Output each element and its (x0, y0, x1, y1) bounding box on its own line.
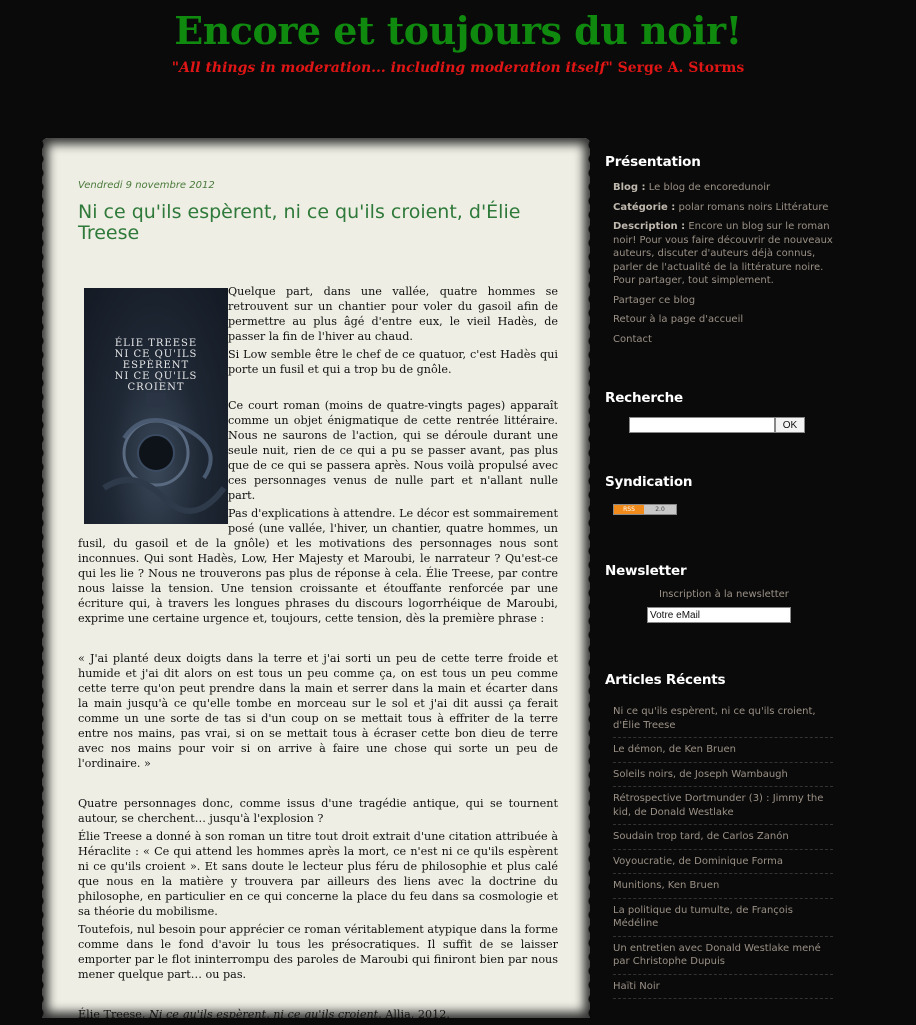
ref-author: Élie Treese, (78, 1008, 150, 1021)
rss-feed-badge[interactable] (613, 504, 677, 515)
widget-search (605, 390, 835, 431)
value-category[interactable]: polar romans noirs Littérature (675, 201, 829, 213)
cover-line-2: NI CE QU'ILS CROIENT (114, 371, 198, 393)
post-paragraph: Si Low semble être le chef de ce quatuor, c'est Hadès qui porte un fusil et qui a trop bu de gnôle. (228, 348, 558, 376)
cover-author: ÉLIE TREESE (114, 338, 198, 349)
label-description: Description : (613, 221, 686, 232)
value-description: Encore un blog sur le roman noir! Pour vous faire découvrir de nouveaux auteurs, discuter d'auteurs déjà connus, parler de l'actualité de la littérature noire. Pour partager, tout simplement. (613, 221, 833, 286)
post-paragraph: Toutefois, nul besoin pour apprécier ce roman véritablement atypique dans la forme comme dans le fond d'avoir lu tous les présocratiques. Il suffit de se laisser emporter par le flot ininterrompu des paroles de Maroubi qui finiront bien par nous mener quelque part… ou pas. (78, 923, 558, 981)
newsletter-signup-link[interactable]: Inscription à la newsletter (659, 589, 789, 600)
recent-article-link[interactable]: La politique du tumulte, de François Médéline (613, 899, 833, 937)
cover-line-1: NI CE QU'ILS ESPÈRENT (114, 349, 198, 371)
presentation-category (613, 201, 835, 215)
widget-title-syndication: Syndication (605, 474, 693, 490)
post-title[interactable]: Ni ce qu'ils espèrent, ni ce qu'ils croient, d'Élie Treese (78, 201, 521, 244)
widget-presentation (605, 154, 835, 352)
value-blog[interactable]: Le blog de encoredunoir (645, 182, 771, 193)
post-paragraph: Quelque part, dans une vallée, quatre hommes se retrouvent sur un chantier pour voler du gasoil afin de permettre au plus âgé d'entre eux, le vieil Hadès, de passer la fin de l'hiver au chaud. (228, 285, 558, 343)
contact-link[interactable]: Contact (613, 333, 652, 345)
home-link[interactable]: Retour à la page d'accueil (613, 314, 744, 325)
post-container (42, 138, 590, 1021)
ref-title: Ni ce qu'ils espèrent, ni ce qu'ils croient (149, 1008, 379, 1021)
blog-header (0, 0, 916, 100)
recent-article-link[interactable]: Soudain trop tard, de Carlos Zanón (613, 825, 833, 850)
widget-title-recent: Articles Récents (605, 672, 726, 688)
recent-article-link[interactable]: Munitions, Ken Bruen (613, 874, 833, 899)
book-cover-image (84, 288, 228, 524)
search-ok-button[interactable]: OK (775, 417, 805, 433)
widget-newsletter (605, 563, 835, 600)
recent-article-link[interactable]: Le démon, de Ken Bruen (613, 738, 833, 763)
presentation-blog (613, 181, 835, 195)
widget-recent-articles (605, 672, 845, 999)
tagline-author: Serge A. Storms (617, 60, 745, 76)
newsletter-email-input[interactable] (647, 607, 791, 623)
tagline-quote: "All things in moderation... including moderation itself" (171, 60, 613, 76)
cover-artwork (84, 288, 228, 524)
label-blog: Blog : (613, 182, 646, 193)
book-reference (78, 1007, 558, 1022)
presentation-description (613, 220, 835, 288)
post-quote: « J'ai planté deux doigts dans la terre et j'ai sorti un peu de cette terre froide et humide et j'ai dit alors on est tous un peu comme ça, on est tous un peu comme cette terre qu'on peut prendre dans la main et serrer dans la main et écarter dans la main jusqu'à ce qu'elle tombe en morceau sur le sol et j'ai dit aussi ça ferait comme un une sorte de tas si d'un coup on se mettait tous à effriter de la terre entre nos mains, pas vrai, si on se mettait tous à écraser cette bon dieu de terre avec nos mains pour voir si on arrive à faire une chose qui sorte un peu de l'ordinaire. » (78, 652, 558, 770)
rss-label: RSS (614, 505, 644, 514)
post-date: Vendredi 9 novembre 2012 (78, 180, 215, 191)
rss-version: 2.0 (644, 505, 676, 514)
recent-articles-list (613, 700, 833, 999)
post-paragraph: Élie Treese a donné à son roman un titre tout droit extrait d'une citation attribuée à Héraclite : « Ce qui attend les hommes après la mort, ce n'est ni ce qu'ils espèrent ni ce qu'ils croient ». Et sans doute le lecteur plus féru de philosophie et plus calé que nous en la matière y trouvera par ailleurs des liens avec la doctrine du philosophe, en particulier en ce qui concerne la place du feu dans sa cosmologie et sa théorie du mobilisme. (78, 830, 558, 918)
recent-article-link[interactable]: Soleils noirs, de Joseph Wambaugh (613, 763, 833, 788)
post-paragraph: Ce court roman (moins de quatre-vingts pages) apparaît comme un objet énigmatique de cette rentrée littéraire. Nous ne saurons de l'action, qui se déroule durant une seule nuit, rien de ce qui a pu se passer avant, pas plus que de ce qui se passera après. Nous voilà propulsé avec ces personnages venus de nulle part et n'allant nulle part. (228, 399, 558, 502)
recent-article-link[interactable]: Haïti Noir (613, 975, 833, 1000)
widget-title-search: Recherche (605, 390, 683, 406)
post-paragraph: Quatre personnages donc, comme issus d'une tragédie antique, qui se tournent autour, se cherchent… jusqu'à l'explosion ? (78, 797, 558, 825)
blog-tagline (0, 60, 916, 76)
recent-article-link[interactable]: Voyoucratie, de Dominique Forma (613, 850, 833, 875)
widget-syndication (605, 474, 835, 513)
blog-title[interactable]: Encore et toujours du noir! (174, 8, 742, 53)
recent-article-link[interactable]: Rétrospective Dortmunder (3) : Jimmy the kid, de Donald Westlake (613, 787, 833, 825)
ref-publisher: , Allia, 2012. (378, 1008, 450, 1021)
widget-title-newsletter: Newsletter (605, 563, 687, 579)
label-category: Catégorie : (613, 201, 676, 213)
post-paragraph: Pas d'explications à attendre. Le décor est sommairement posé (une vallée, l'hiver, un chantier, quatre hommes, un fusil, du gasoil et de la gnôle) et les motivations des personnages nous sont inconnues. Qui sont Hadès, Low, Her Majesty et Maroubi, le narrateur ? Qu'est-ce qui les lie ? Nous ne trouverons pas plus de réponse à cela. Élie Treese, par contre nous laisse la tension. Une tension croissante et étouffante renforcée par une écriture qui, à travers les longues phrases du discours logorrhéique de Maroubi, exprime une certaine urgence et, toujours, cette tension, dès la première phrase : (78, 507, 558, 625)
cover-title (84, 338, 228, 393)
recent-article-link[interactable]: Un entretien avec Donald Westlake mené par Christophe Dupuis (613, 937, 833, 975)
widget-title-presentation: Présentation (605, 154, 701, 170)
recent-article-link[interactable]: Ni ce qu'ils espèrent, ni ce qu'ils croient, d'Élie Treese (613, 700, 833, 738)
share-blog-link[interactable]: Partager ce blog (613, 294, 696, 306)
search-input[interactable] (629, 417, 775, 433)
